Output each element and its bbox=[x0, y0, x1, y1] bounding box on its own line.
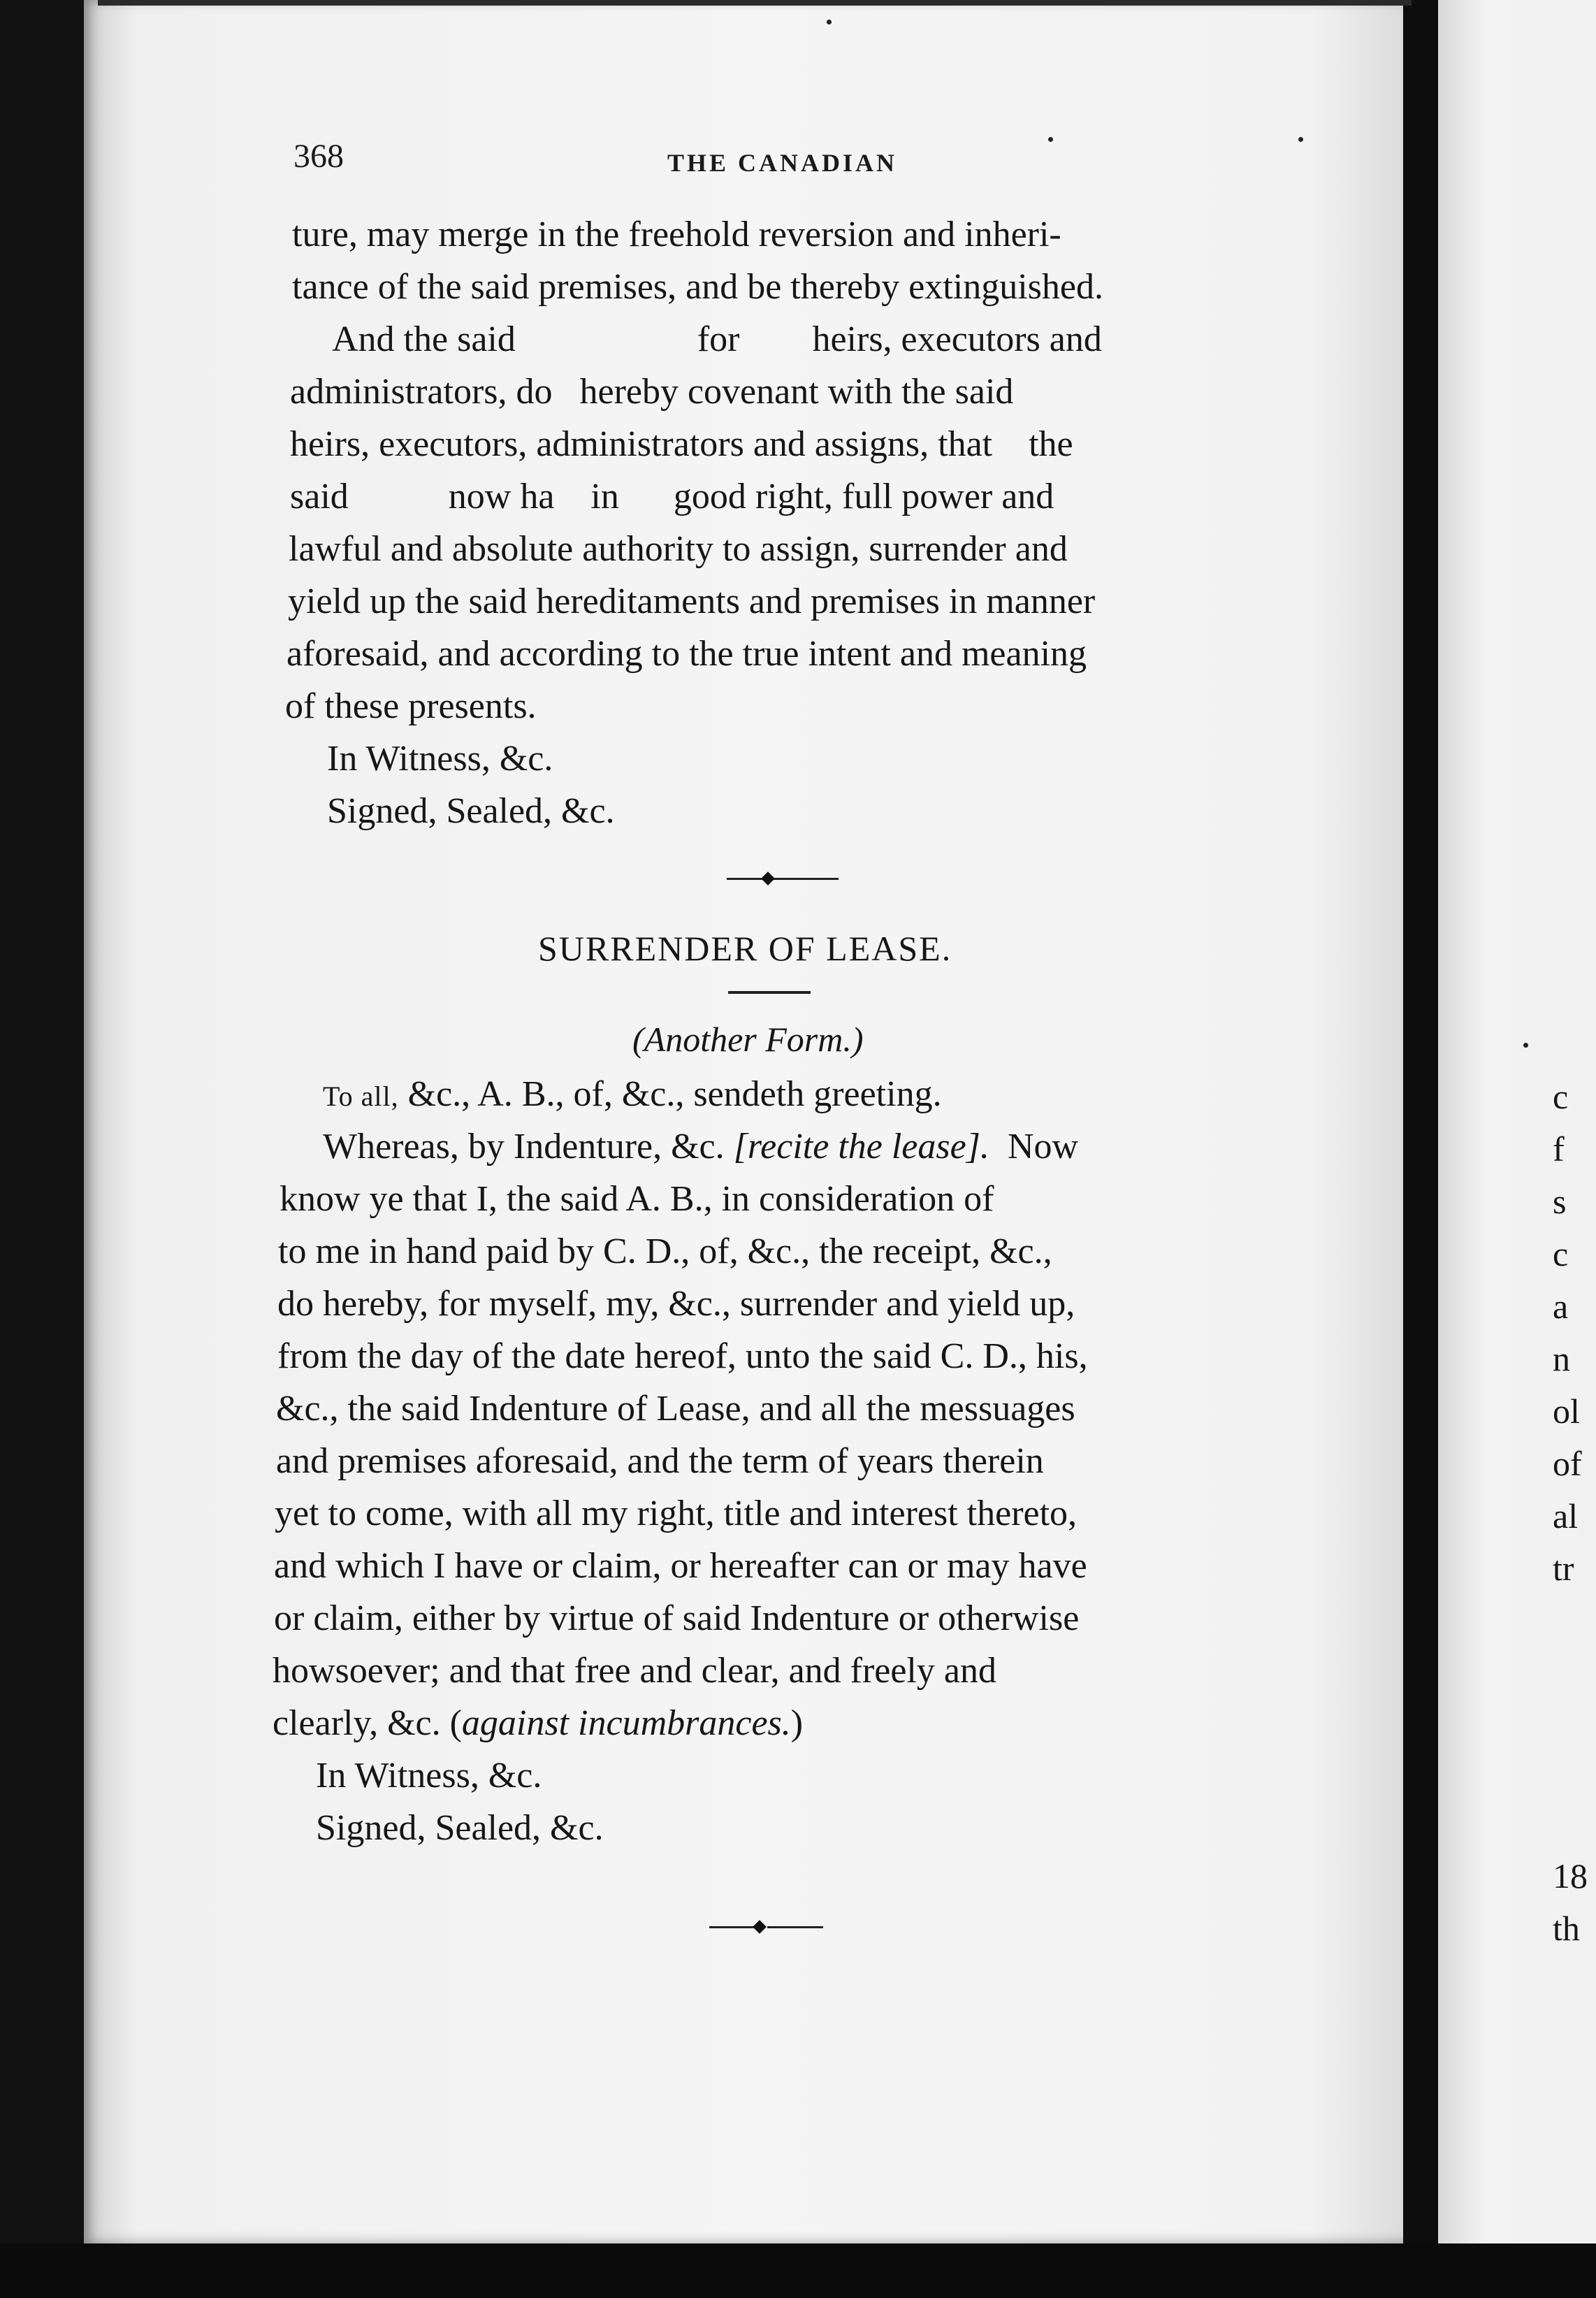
adjacent-page-fragment: c bbox=[1553, 1234, 1569, 1273]
adjacent-page-fragment: al bbox=[1553, 1496, 1579, 1535]
running-title: THE CANADIAN bbox=[667, 149, 898, 177]
text-line: and which I have or claim, or hereafter can or may have bbox=[274, 1546, 1087, 1586]
text-span: &c., A. B., of, &c., sendeth greeting. bbox=[398, 1074, 942, 1114]
signed-clause: Signed, Sealed, &c. bbox=[316, 1808, 604, 1848]
text-line: do hereby, for myself, my, &c., surrender and yield up, bbox=[277, 1284, 1075, 1324]
text-line bbox=[323, 1076, 942, 1113]
text-line: from the day of the date hereof, unto the said C. D., his, bbox=[277, 1336, 1088, 1376]
text-line: know ye that I, the said A. B., in consideration of bbox=[280, 1179, 994, 1219]
witness-clause: In Witness, &c. bbox=[316, 1756, 542, 1795]
text-line: tance of the said premises, and be thereby extinguished. bbox=[292, 267, 1103, 307]
adjacent-page-fragment: of bbox=[1553, 1444, 1582, 1483]
text-line: &c., the said Indenture of Lease, and all the messuages bbox=[276, 1389, 1075, 1429]
page-gutter bbox=[1403, 0, 1439, 2298]
section-heading: SURRENDER OF LEASE. bbox=[538, 929, 952, 968]
text-line: yield up the said hereditaments and premises in manner bbox=[288, 581, 1096, 621]
text-span: Now bbox=[989, 1127, 1079, 1166]
heading-rule bbox=[728, 991, 811, 994]
text-line: And the said for heirs, executors and bbox=[332, 319, 1102, 359]
adjacent-page-fragment: s bbox=[1553, 1182, 1567, 1221]
adjacent-page-fragment: c bbox=[1553, 1077, 1569, 1116]
text-line: heirs, executors, administrators and assigns, that the bbox=[290, 424, 1073, 464]
text-line: to me in hand paid by C. D., of, &c., the receipt, &c., bbox=[278, 1231, 1052, 1271]
adjacent-page-fragment: ol bbox=[1553, 1392, 1580, 1431]
text-span: clearly, &c. ( bbox=[273, 1703, 462, 1743]
adjacent-page-fragment: a bbox=[1553, 1287, 1569, 1326]
section-subheading: (Another Form.) bbox=[632, 1020, 864, 1059]
adjacent-page-fragment: n bbox=[1553, 1339, 1570, 1378]
top-scan-border bbox=[98, 0, 1412, 6]
adjacent-page-fragment: tr bbox=[1553, 1549, 1574, 1588]
text-line: yet to come, with all my right, title and interest thereto, bbox=[275, 1494, 1078, 1533]
print-speck bbox=[827, 20, 832, 24]
text-line: lawful and absolute authority to assign, surrender and bbox=[289, 529, 1068, 569]
print-speck bbox=[1298, 137, 1303, 142]
adjacent-page-fragment: 18 bbox=[1553, 1856, 1588, 1895]
witness-clause: In Witness, &c. bbox=[327, 739, 553, 779]
text-line: ture, may merge in the freehold reversion and inheri- bbox=[292, 215, 1061, 254]
text-line bbox=[273, 1705, 803, 1742]
text-line bbox=[323, 1129, 1078, 1165]
italic-text: against incumbrances. bbox=[461, 1703, 791, 1743]
text-line: administrators, do hereby covenant with the said bbox=[290, 372, 1014, 412]
text-line: howsoever; and that free and clear, and freely and bbox=[273, 1651, 996, 1691]
adjacent-page-fragment: th bbox=[1553, 1909, 1580, 1948]
text-line: or claim, either by virtue of said Indenture or otherwise bbox=[274, 1598, 1080, 1638]
print-speck bbox=[1523, 1043, 1528, 1048]
signed-clause: Signed, Sealed, &c. bbox=[327, 791, 615, 831]
small-caps-text: To all, bbox=[323, 1081, 399, 1112]
italic-text: [recite the lease]. bbox=[733, 1127, 989, 1166]
text-line: and premises aforesaid, and the term of years therein bbox=[276, 1441, 1044, 1481]
text-span: Whereas, by Indenture, &c. bbox=[323, 1127, 734, 1166]
bottom-scan-border bbox=[0, 2243, 1596, 2298]
text-line: said now ha in good right, full power and bbox=[290, 477, 1054, 516]
text-line: aforesaid, and according to the true intent and meaning bbox=[286, 634, 1087, 674]
page-number: 368 bbox=[293, 138, 344, 175]
text-line: of these presents. bbox=[285, 686, 537, 726]
print-speck bbox=[1048, 137, 1053, 142]
text-span: ) bbox=[790, 1703, 804, 1743]
adjacent-page-fragment: f bbox=[1553, 1129, 1565, 1169]
